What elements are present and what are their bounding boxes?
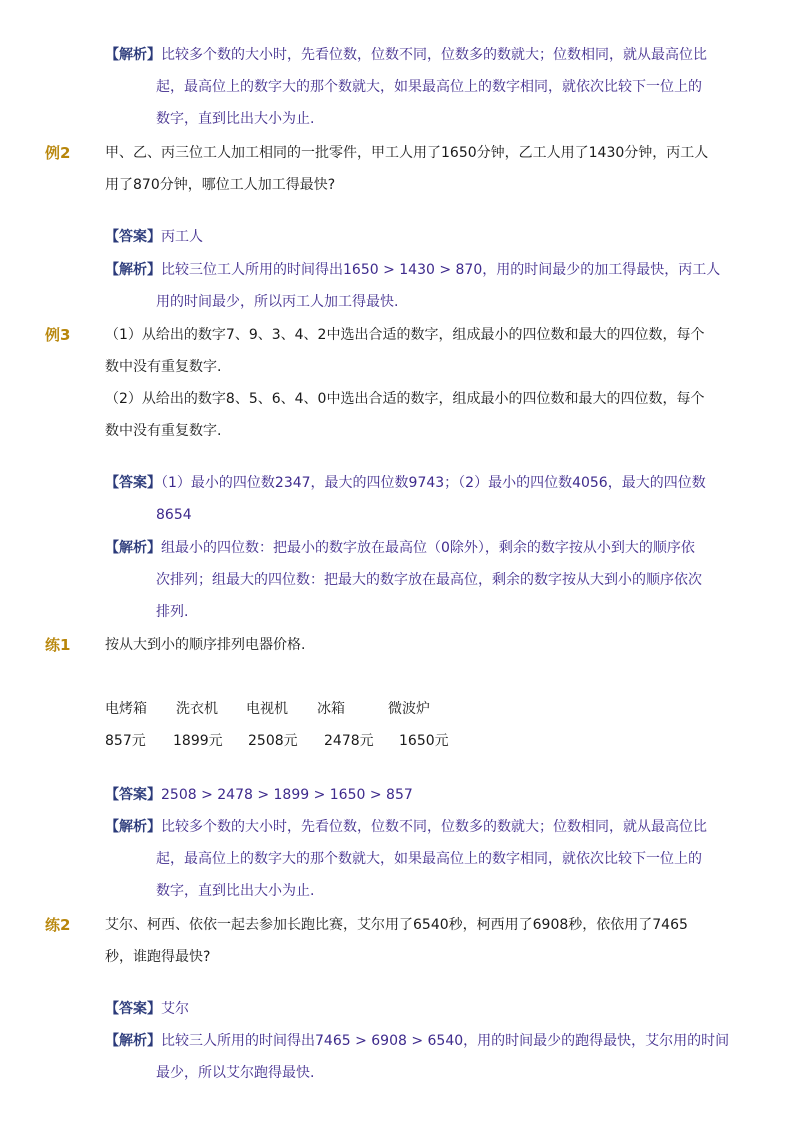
answer-tag: 【答案】 [105,475,161,491]
analysis-tag: 【解析】 [105,47,161,63]
answer-text: 8654 [156,507,192,523]
answer-tag: 【答案】 [105,229,161,245]
practice-label: 练2 [45,916,71,934]
analysis-tag: 【解析】 [105,262,161,278]
analysis-tag: 【解析】 [105,1033,161,1049]
question-text: （2）从给出的数字8、5、6、4、0中选出合适的数字，组成最小的四位数和最大的四位数，每个 [105,391,705,407]
analysis-line [105,1031,729,1051]
analysis-line [105,817,707,837]
appliance-price: 2478元 [324,733,374,749]
answer-text: 2508 > 2478 > 1899 > 1650 > 857 [161,787,413,803]
question-text: 数中没有重复数字. [105,423,222,439]
analysis-tag: 【解析】 [105,819,161,835]
question-text: 秒，谁跑得最快? [105,949,211,965]
answer-line [105,999,189,1019]
answer-tag: 【答案】 [105,1001,161,1017]
example-label: 例3 [45,326,71,344]
analysis-text: 用的时间最少，所以丙工人加工得最快. [156,294,399,310]
appliance-name: 冰箱 [317,701,345,717]
answer-tag: 【答案】 [105,787,161,803]
question-text: 按从大到小的顺序排列电器价格. [105,637,306,653]
analysis-text: 比较三人所用的时间得出7465 > 6908 > 6540，用的时间最少的跑得最快，艾尔用的时间 [161,1033,730,1049]
analysis-line [105,538,695,558]
analysis-text: 起，最高位上的数字大的那个数就大，如果最高位上的数字相同，就依次比较下一位上的 [156,851,702,867]
appliance-name: 微波炉 [388,701,430,717]
appliance-price: 2508元 [248,733,298,749]
answer-text: （1）最小的四位数2347，最大的四位数9743；（2）最小的四位数4056，最大的四位数 [161,475,706,491]
question-text: （1）从给出的数字7、9、3、4、2中选出合适的数字，组成最小的四位数和最大的四位数，每个 [105,327,705,343]
answer-line [105,227,203,247]
appliance-price: 857元 [105,733,146,749]
answer-line [105,473,706,493]
answer-text: 丙工人 [161,229,203,245]
appliance-price: 1650元 [399,733,449,749]
analysis-line [105,260,720,280]
analysis-text: 比较三位工人所用的时间得出1650 > 1430 > 870，用的时间最少的加工得最快，丙工人 [161,262,721,278]
analysis-line [105,45,707,65]
analysis-text: 比较多个数的大小时，先看位数，位数不同，位数多的数就大；位数相同，就从最高位比 [161,47,707,63]
analysis-text: 排列. [156,604,189,620]
analysis-text: 次排列；组最大的四位数：把最大的数字放在最高位，剩余的数字按从大到小的顺序依次 [156,572,702,588]
appliance-name: 电视机 [246,701,288,717]
example-label: 例2 [45,144,71,162]
analysis-text: 最少，所以艾尔跑得最快. [156,1065,315,1081]
question-text: 用了870分钟，哪位工人加工得最快? [105,177,336,193]
question-text: 甲、乙、丙三位工人加工相同的一批零件，甲工人用了1650分钟，乙工人用了1430分钟，丙工人 [105,145,709,161]
analysis-tag: 【解析】 [105,540,161,556]
answer-text: 艾尔 [161,1001,189,1017]
appliance-name: 电烤箱 [105,701,147,717]
appliance-name: 洗衣机 [176,701,218,717]
question-text: 艾尔、柯西、依依一起去参加长跑比赛，艾尔用了6540秒，柯西用了6908秒，依依用了7465 [105,917,688,933]
practice-label: 练1 [45,636,71,654]
analysis-text: 比较多个数的大小时，先看位数，位数不同，位数多的数就大；位数相同，就从最高位比 [161,819,707,835]
analysis-text: 组最小的四位数：把最小的数字放在最高位（0除外），剩余的数字按从小到大的顺序依 [161,540,695,556]
appliance-price: 1899元 [173,733,223,749]
analysis-text: 起，最高位上的数字大的那个数就大，如果最高位上的数字相同，就依次比较下一位上的 [156,79,702,95]
question-text: 数中没有重复数字. [105,359,222,375]
analysis-text: 数字，直到比出大小为止. [156,883,315,899]
answer-line [105,785,413,805]
analysis-text: 数字，直到比出大小为止. [156,111,315,127]
